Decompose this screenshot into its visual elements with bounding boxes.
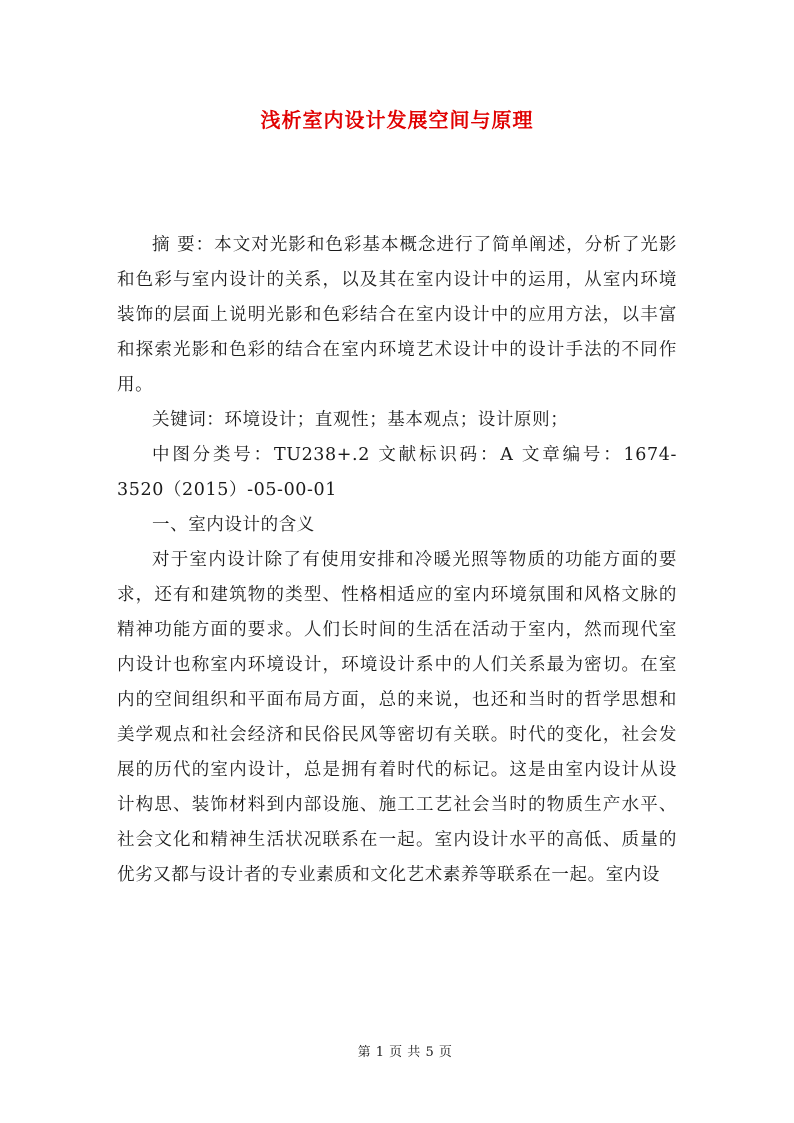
document-body xyxy=(117,228,677,893)
body-paragraph: 对于室内设计除了有使用安排和冷暖光照等物质的功能方面的要求，还有和建筑物的类型、性格相适应的室内环境氛围和风格文脉的精神功能方面的要求。人们长时间的生活在活动于室内，然而现代室内设计也称室内环境设计，环境设计系中的人们关系最为密切。在室内的空间组织和平面布局方面，总的来说，也还和当时的哲学思想和美学观点和社会经济和民俗民风等密切有关联。时代的变化，社会发展的历代的室内设计，总是拥有着时代的标记。这是由室内设计从设计构思、装饰材料到内部设施、施工工艺社会当时的物质生产水平、社会文化和精神生活状况联系在一起。室内设计水平的高低、质量的优劣又都与设计者的专业素质和文化艺术素养等联系在一起。室内设 xyxy=(117,550,677,885)
page-footer: 第 1 页 共 5 页 xyxy=(357,1045,453,1060)
abstract-paragraph: 摘 要：本文对光影和色彩基本概念进行了简单阐述，分析了光影和色彩与室内设计的关系，以及其在室内设计中的运用，从室内环境装饰的层面上说明光影和色彩结合在室内设计中的应用方法，以丰富和探索光影和色彩的结合在室内环境艺术设计中的设计手法的不同作用。 xyxy=(117,235,677,395)
keywords-paragraph: 关键词：环境设计；直观性；基本观点；设计原则； xyxy=(152,410,569,430)
document-title: 浅析室内设计发展空间与原理 xyxy=(260,108,534,132)
section-heading: 一、室内设计的含义 xyxy=(152,515,315,535)
classification-paragraph: 中图分类号：TU238+.2 文献标识码：A 文章编号：1674-3520（2015）-05-00-01 xyxy=(117,445,677,500)
